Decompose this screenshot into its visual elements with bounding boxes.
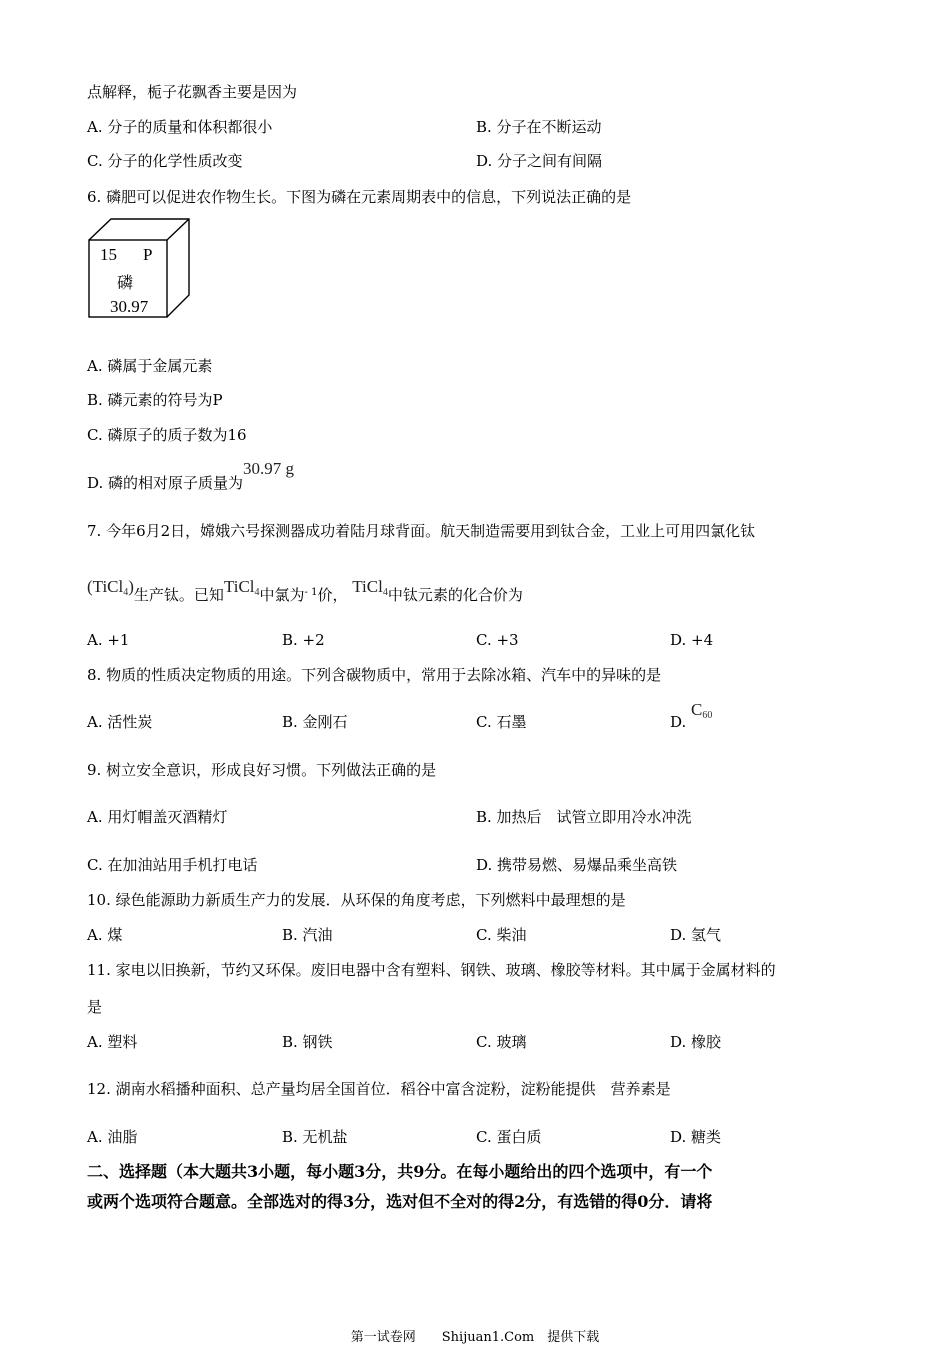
q7-ticl-subscript: 4 [123,587,129,598]
q7-option-b: B. +2 [282,631,325,649]
q7-paren-close: ) [128,577,134,596]
q7-text-4: 中钛元素的化合价为 [387,586,523,604]
element-name: 磷 [117,273,134,292]
q7-paren-open: ( [87,577,93,596]
q8-option-d [670,700,713,738]
q11-option-d: D. 橡胶 [670,1033,722,1051]
q8-option-b: B. 金刚石 [282,713,348,731]
q7-chlorine-valence: - 1 [304,587,318,598]
q10-option-d: D. 氢气 [670,926,722,944]
q7-ticl-3: TiCl [352,577,383,596]
q12-option-d: D. 糖类 [670,1128,722,1146]
q7-ticl: TiCl [92,577,124,596]
q10-option-a: A. 煤 [87,926,123,944]
q11-option-c: C. 玻璃 [476,1033,527,1051]
section2-heading-line1: 二、选择题（本大题共3小题，每小题3分，共9分。在每小题给出的四个选项中，有一个 [87,1162,713,1181]
q5-option-c: C. 分子的化学性质改变 [87,152,243,170]
q8-stem: 8. 物质的性质决定物质的用途。下列含碳物质中，常用于去除冰箱、汽车中的异味的是 [87,666,662,684]
q8-c60-subscript: 60 [702,710,713,721]
q7-formula-3 [352,577,388,596]
q8-option-a: A. 活性炭 [87,713,153,731]
q6-option-d [87,459,295,493]
q12-option-b: B. 无机盐 [282,1128,348,1146]
q7-ticl-3-subscript: 4 [382,587,388,598]
q12-option-a: A. 油脂 [87,1128,138,1146]
q9-option-d: D. 携带易燃、易爆品乘坐高铁 [476,856,678,874]
q7-stem-line1: 7. 今年6月2日，嫦娥六号探测器成功着陆月球背面。航天制造需要用到钛合金，工业上可用四氯化钛 [87,522,756,540]
q9-option-b: B. 加热后 试管立即用冷水冲洗 [476,808,692,826]
q7-text-1: 生产钛。已知 [133,586,224,604]
q9-stem: 9. 树立安全意识，形成良好习惯。下列做法正确的是 [87,761,437,779]
element-atomic-number: 15 [100,245,117,264]
q8-c60-formula [691,700,712,719]
q7-formula-2 [224,577,260,596]
q6-option-d-formula: 30.97 g [243,459,295,478]
q5-option-d: D. 分子之间有间隔 [476,152,603,170]
q6-option-d-prefix: D. 磷的相对原子质量为 [87,474,244,492]
periodic-element-card [88,218,191,318]
q7-ticl-2: TiCl [223,577,255,596]
q11-option-b: B. 钢铁 [282,1033,333,1051]
q6-option-a: A. 磷属于金属元素 [87,357,213,375]
q6-option-c: C. 磷原子的质子数为16 [87,426,247,444]
q6-option-b: B. 磷元素的符号为P [87,391,223,409]
q12-option-c: C. 蛋白质 [476,1128,542,1146]
element-symbol: P [143,245,153,264]
q7-text-3: 价， [317,586,348,604]
q7-stem-line2 [87,577,523,611]
q7-ticl-2-subscript: 4 [254,587,260,598]
section2-heading-line2: 或两个选项符合题意。全部选对的得3分，选对但不全对的得2分，有选错的得0分．请将 [87,1192,713,1211]
q8-option-c: C. 石墨 [476,713,527,731]
q9-option-a: A. 用灯帽盖灭酒精灯 [87,808,228,826]
q11-option-a: A. 塑料 [87,1033,138,1051]
q7-text-2: 中氯为 [259,586,305,604]
q12-stem: 12. 湖南水稻播种面积、总产量均居全国首位．稻谷中富含淀粉，淀粉能提供 营养素是 [87,1080,671,1098]
q11-stem-line2: 是 [87,998,103,1016]
q9-option-c: C. 在加油站用手机打电话 [87,856,258,874]
q8-c60-c: C [691,700,703,719]
page-footer: 第一试卷网 Shijuan1.Com 提供下载 [350,1330,600,1345]
q11-stem-line1: 11. 家电以旧换新，节约又环保。废旧电器中含有塑料、钢铁、玻璃、橡胶等材料。其中属于金属材料的 [87,961,776,979]
q7-option-d: D. +4 [670,631,714,649]
element-atomic-mass: 30.97 [110,297,149,316]
q5-stem-tail: 点解释，栀子花飘香主要是因为 [87,83,298,101]
q5-option-b: B. 分子在不断运动 [476,118,602,136]
q7-option-a: A. +1 [87,631,130,649]
q10-option-b: B. 汽油 [282,926,333,944]
q6-stem: 6. 磷肥可以促进农作物生长。下图为磷在元素周期表中的信息，下列说法正确的是 [87,188,632,206]
q8-option-d-prefix: D. [670,713,687,731]
q7-formula-1 [87,577,134,596]
q10-option-c: C. 柴油 [476,926,527,944]
q7-option-c: C. +3 [476,631,519,649]
q10-stem: 10. 绿色能源助力新质生产力的发展．从环保的角度考虑，下列燃料中最理想的是 [87,891,626,909]
q5-option-a: A. 分子的质量和体积都很小 [87,118,273,136]
